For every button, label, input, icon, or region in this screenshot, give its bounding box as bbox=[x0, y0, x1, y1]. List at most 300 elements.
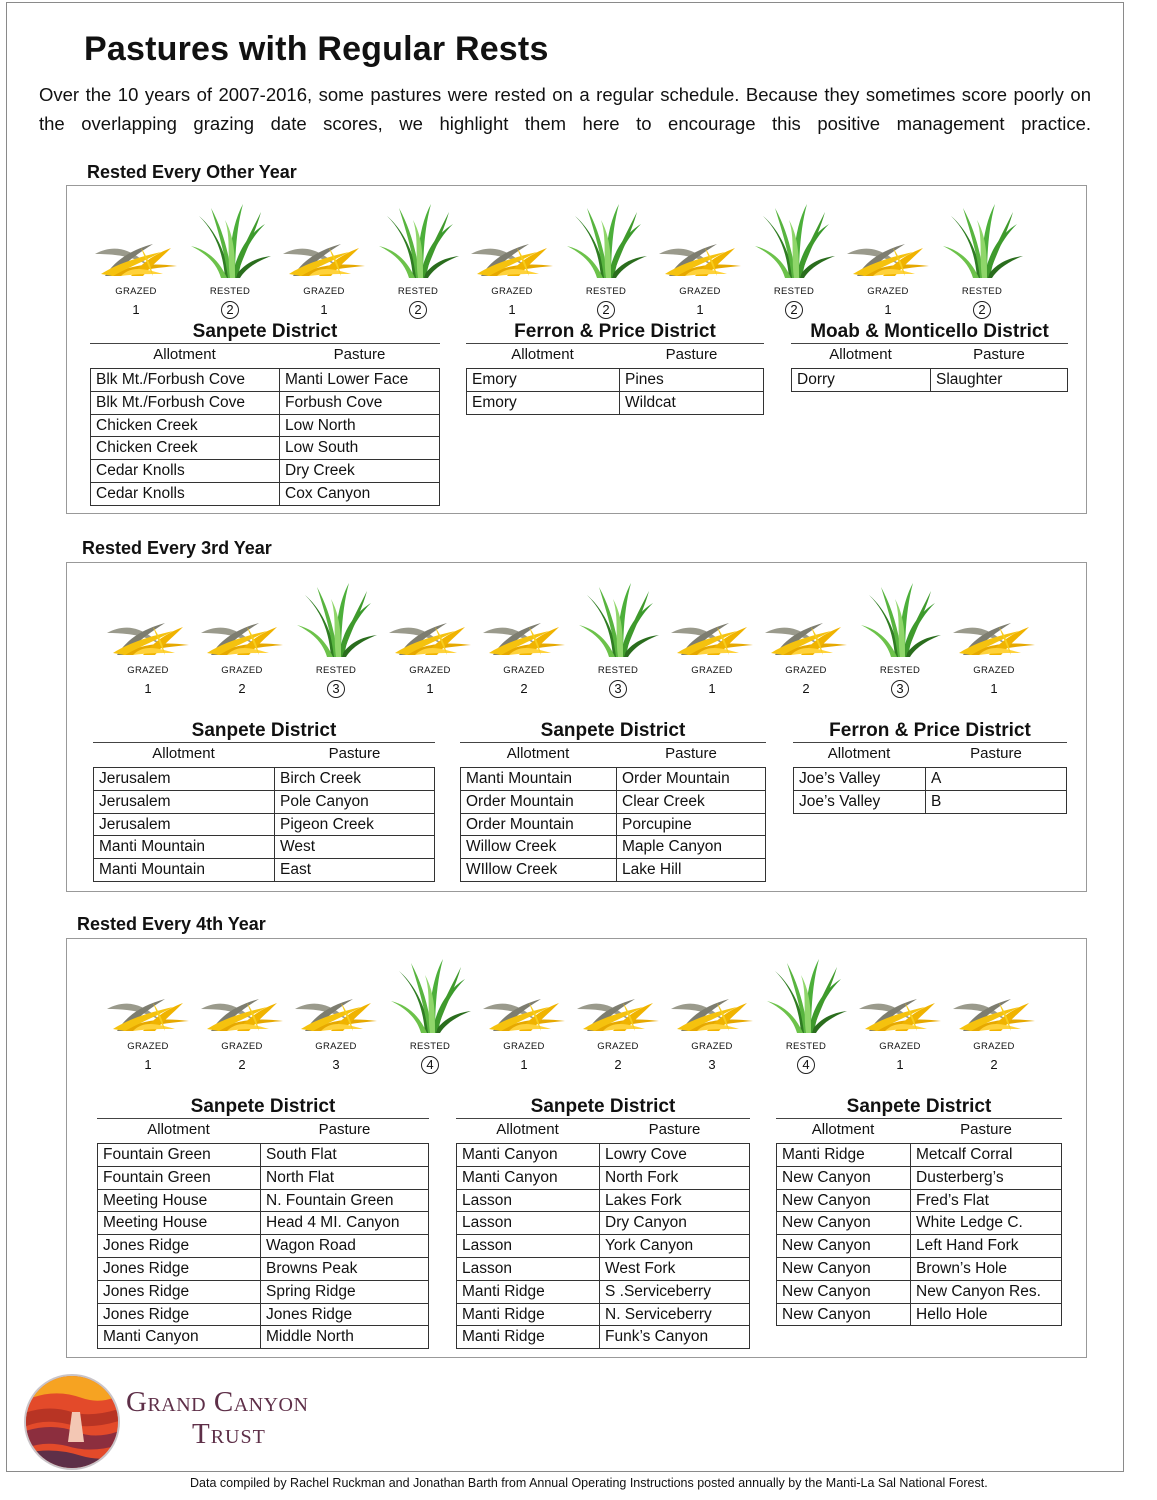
pasture-cell: Dry Creek bbox=[285, 462, 355, 480]
table-row bbox=[98, 1304, 428, 1327]
pasture-cell: Dry Canyon bbox=[605, 1214, 687, 1232]
grazed-year-cell bbox=[949, 585, 1039, 696]
year-number: 1 bbox=[320, 302, 328, 317]
allotment-cell: Dorry bbox=[792, 369, 931, 391]
table-row bbox=[91, 369, 439, 392]
grazed-year-cell bbox=[855, 961, 945, 1072]
allotment-cell: New Canyon bbox=[777, 1304, 911, 1326]
year-number: 1 bbox=[426, 681, 434, 696]
table-row bbox=[94, 836, 434, 859]
state-label: GRAZED bbox=[503, 1041, 545, 1052]
district-name: Sanpete District bbox=[460, 719, 766, 743]
pasture-cell: East bbox=[280, 861, 312, 879]
state-label: RESTED bbox=[315, 665, 357, 676]
allotment-cell: Emory bbox=[467, 392, 620, 414]
intro-paragraph: Over the 10 years of 2007-2016, some pastures were rested on a regular schedule. Because they sometimes score poorly on the overlapping grazing date scores, we highlight them here to encourage this positive management practice. bbox=[39, 84, 1091, 134]
pasture-cell: Spring Ridge bbox=[266, 1282, 356, 1300]
rested-year-cell bbox=[761, 961, 851, 1072]
table-row bbox=[457, 1190, 749, 1213]
green-grass-icon bbox=[761, 953, 851, 1035]
year-number: 3 bbox=[708, 1057, 716, 1072]
table-row bbox=[777, 1212, 1061, 1235]
rested-year-cell bbox=[749, 206, 839, 317]
header-allotment: Allotment bbox=[496, 1121, 559, 1138]
pasture-cell: Pole Canyon bbox=[280, 792, 369, 810]
district-table bbox=[460, 719, 766, 882]
allotment-cell: Emory bbox=[467, 369, 620, 391]
table-row bbox=[98, 1235, 428, 1258]
allotment-cell: Willow Creek bbox=[461, 836, 617, 858]
allotment-cell: Cedar Knolls bbox=[91, 483, 280, 505]
pasture-cell: South Flat bbox=[266, 1146, 337, 1163]
rest-year-number: 3 bbox=[291, 680, 381, 698]
state-label: GRAZED bbox=[503, 665, 545, 676]
rest-year-number: 3 bbox=[855, 680, 945, 698]
dry-grass-icon bbox=[655, 236, 745, 278]
allotment-cell: Jerusalem bbox=[94, 768, 275, 790]
state-label: GRAZED bbox=[691, 1041, 733, 1052]
grazing-sequence bbox=[67, 585, 1088, 696]
grazed-year-cell bbox=[279, 206, 369, 317]
page-title: Pastures with Regular Rests bbox=[84, 30, 549, 68]
table-row bbox=[777, 1167, 1061, 1190]
table-row bbox=[91, 437, 439, 460]
dry-grass-icon bbox=[843, 236, 933, 278]
header-pasture: Pasture bbox=[648, 1121, 701, 1138]
pasture-cell: Order Mountain bbox=[622, 770, 730, 787]
rest-year-number: 2 bbox=[937, 301, 1027, 319]
allotment-cell: Chicken Creek bbox=[91, 415, 280, 437]
header-pasture: Pasture bbox=[970, 745, 1022, 762]
grazed-year-cell bbox=[103, 585, 193, 696]
pasture-cell: N. Serviceberry bbox=[605, 1305, 712, 1323]
allotment-cell: Order Mountain bbox=[461, 814, 617, 836]
allotment-cell: Joe’s Valley bbox=[794, 791, 926, 813]
footer-note: Data compiled by Rachel Ruckman and Jonathan Barth from Annual Operating Instructions posted annually by the Manti-La Sal National Forest. bbox=[190, 1476, 988, 1490]
rest-year-number: 2 bbox=[561, 301, 651, 319]
dry-grass-icon bbox=[197, 991, 287, 1033]
rest-year-number: 3 bbox=[573, 680, 663, 698]
pasture-cell: Dusterberg’s bbox=[916, 1168, 1004, 1186]
district-table bbox=[776, 1095, 1062, 1326]
pasture-cell: Wildcat bbox=[625, 393, 676, 411]
allotment-cell: New Canyon bbox=[777, 1258, 911, 1280]
dry-grass-icon bbox=[761, 615, 851, 657]
table-row bbox=[461, 768, 765, 791]
state-label: GRAZED bbox=[973, 665, 1015, 676]
header-pasture: Pasture bbox=[973, 346, 1025, 363]
org-name-line2: Trust bbox=[192, 1418, 266, 1450]
rested-year-cell bbox=[291, 585, 381, 696]
table-row bbox=[457, 1144, 749, 1167]
pasture-cell: Pines bbox=[625, 371, 664, 388]
table-row bbox=[461, 791, 765, 814]
allotment-cell: WIllow Creek bbox=[461, 859, 617, 881]
year-number: 2 bbox=[990, 1057, 998, 1072]
allotment-cell: Manti Ridge bbox=[457, 1281, 600, 1303]
table-row bbox=[94, 814, 434, 837]
state-label: GRAZED bbox=[679, 286, 721, 297]
state-label: GRAZED bbox=[315, 1041, 357, 1052]
grazed-year-cell bbox=[949, 961, 1039, 1072]
table-row bbox=[98, 1144, 428, 1167]
section-every-other-year bbox=[66, 185, 1087, 514]
state-label: GRAZED bbox=[879, 1041, 921, 1052]
table-row bbox=[98, 1212, 428, 1235]
allotment-cell: Jones Ridge bbox=[98, 1235, 261, 1257]
state-label: RESTED bbox=[961, 286, 1003, 297]
district-table bbox=[791, 320, 1068, 392]
table-body bbox=[97, 1143, 429, 1349]
allotment-cell: Joe’s Valley bbox=[794, 768, 926, 790]
allotment-cell: Lasson bbox=[457, 1235, 600, 1257]
table-row bbox=[777, 1144, 1061, 1167]
district-table bbox=[93, 719, 435, 882]
table-header bbox=[93, 743, 435, 765]
allotment-cell: Fountain Green bbox=[98, 1167, 261, 1189]
canyon-logo-icon bbox=[22, 1372, 122, 1472]
org-name-line1: Grand Canyon bbox=[126, 1386, 309, 1418]
district-name: Sanpete District bbox=[90, 320, 440, 344]
year-number: 1 bbox=[884, 302, 892, 317]
table-row bbox=[98, 1326, 428, 1349]
year-number: 2 bbox=[520, 681, 528, 696]
pasture-cell: Brown’s Hole bbox=[916, 1259, 1008, 1277]
table-row bbox=[467, 369, 763, 392]
grazed-year-cell bbox=[667, 961, 757, 1072]
rested-year-cell bbox=[385, 961, 475, 1072]
year-number: 1 bbox=[990, 681, 998, 696]
allotment-cell: Manti Ridge bbox=[457, 1326, 600, 1348]
allotment-cell: Cedar Knolls bbox=[91, 460, 280, 482]
table-row bbox=[794, 791, 1066, 814]
allotment-cell: Order Mountain bbox=[461, 791, 617, 813]
district-name: Sanpete District bbox=[93, 719, 435, 743]
pasture-cell: North Fork bbox=[605, 1168, 679, 1186]
district-name: Moab & Monticello District bbox=[791, 320, 1068, 344]
header-allotment: Allotment bbox=[147, 1121, 210, 1138]
grazed-year-cell bbox=[197, 585, 287, 696]
year-number: 1 bbox=[144, 1057, 152, 1072]
pasture-cell: A bbox=[931, 770, 942, 787]
table-body bbox=[793, 767, 1067, 814]
district-table bbox=[466, 320, 764, 415]
allotment-cell: Jones Ridge bbox=[98, 1304, 261, 1326]
pasture-cell: Lowry Cove bbox=[605, 1146, 687, 1163]
pasture-cell: Clear Creek bbox=[622, 792, 705, 810]
header-pasture: Pasture bbox=[318, 1121, 371, 1138]
allotment-cell: Manti Canyon bbox=[457, 1167, 600, 1189]
allotment-cell: New Canyon bbox=[777, 1190, 911, 1212]
dry-grass-icon bbox=[467, 236, 557, 278]
dry-grass-icon bbox=[479, 991, 569, 1033]
allotment-cell: Blk Mt./Forbush Cove bbox=[91, 369, 280, 391]
green-grass-icon bbox=[291, 577, 381, 659]
table-row bbox=[98, 1167, 428, 1190]
rest-year-number: 4 bbox=[385, 1056, 475, 1074]
table-body bbox=[90, 368, 440, 506]
state-label: GRAZED bbox=[221, 1041, 263, 1052]
pasture-cell: Left Hand Fork bbox=[916, 1237, 1019, 1255]
pasture-cell: Lakes Fork bbox=[605, 1191, 682, 1209]
allotment-cell: Jerusalem bbox=[94, 814, 275, 836]
rested-year-cell bbox=[373, 206, 463, 317]
dry-grass-icon bbox=[573, 991, 663, 1033]
allotment-cell: Lasson bbox=[457, 1212, 600, 1234]
pasture-cell: Forbush Cove bbox=[285, 393, 383, 411]
dry-grass-icon bbox=[103, 615, 193, 657]
grazed-year-cell bbox=[573, 961, 663, 1072]
year-number: 1 bbox=[896, 1057, 904, 1072]
grazing-sequence bbox=[67, 206, 1088, 317]
allotment-cell: Lasson bbox=[457, 1258, 600, 1280]
allotment-cell: Manti Ridge bbox=[457, 1304, 600, 1326]
table-row bbox=[91, 460, 439, 483]
state-label: RESTED bbox=[879, 665, 921, 676]
header-pasture: Pasture bbox=[665, 745, 717, 762]
rest-year-number: 4 bbox=[761, 1056, 851, 1074]
grazed-year-cell bbox=[479, 961, 569, 1072]
year-number: 1 bbox=[144, 681, 152, 696]
allotment-cell: Chicken Creek bbox=[91, 437, 280, 459]
district-table bbox=[97, 1095, 429, 1349]
table-row bbox=[98, 1281, 428, 1304]
grazed-year-cell bbox=[467, 206, 557, 317]
table-header bbox=[456, 1119, 750, 1141]
district-table bbox=[90, 320, 440, 506]
grazed-year-cell bbox=[655, 206, 745, 317]
table-header bbox=[793, 743, 1067, 765]
grazed-year-cell bbox=[479, 585, 569, 696]
dry-grass-icon bbox=[667, 991, 757, 1033]
table-row bbox=[457, 1235, 749, 1258]
header-pasture: Pasture bbox=[328, 745, 381, 762]
header-allotment: Allotment bbox=[506, 745, 570, 762]
allotment-cell: Manti Mountain bbox=[94, 859, 275, 881]
header-pasture: Pasture bbox=[960, 1121, 1012, 1138]
table-row bbox=[461, 836, 765, 859]
table-header bbox=[460, 743, 766, 765]
pasture-cell: Low South bbox=[285, 439, 359, 457]
pasture-cell: Cox Canyon bbox=[285, 484, 371, 502]
table-row bbox=[794, 768, 1066, 791]
dry-grass-icon bbox=[291, 991, 381, 1033]
grazing-sequence bbox=[67, 961, 1088, 1072]
table-row bbox=[777, 1304, 1061, 1327]
table-row bbox=[467, 392, 763, 415]
section-every-4th-year bbox=[66, 938, 1087, 1358]
allotment-cell: Blk Mt./Forbush Cove bbox=[91, 392, 280, 414]
table-row bbox=[457, 1258, 749, 1281]
section-title-every-4th-year: Rested Every 4th Year bbox=[77, 914, 266, 934]
pasture-cell: Slaughter bbox=[936, 371, 1003, 388]
grazed-year-cell bbox=[761, 585, 851, 696]
grazed-year-cell bbox=[291, 961, 381, 1072]
district-name: Ferron & Price District bbox=[466, 320, 764, 344]
dry-grass-icon bbox=[855, 991, 945, 1033]
pasture-cell: North Flat bbox=[266, 1168, 335, 1186]
dry-grass-icon bbox=[667, 615, 757, 657]
state-label: RESTED bbox=[397, 286, 439, 297]
dry-grass-icon bbox=[279, 236, 369, 278]
table-row bbox=[777, 1258, 1061, 1281]
table-header bbox=[466, 344, 764, 366]
pasture-cell: Funk’s Canyon bbox=[605, 1328, 709, 1346]
section-title-every-3rd-year: Rested Every 3rd Year bbox=[82, 538, 272, 558]
table-body bbox=[93, 767, 435, 882]
state-label: GRAZED bbox=[785, 665, 827, 676]
state-label: GRAZED bbox=[409, 665, 451, 676]
grazed-year-cell bbox=[667, 585, 757, 696]
table-header bbox=[791, 344, 1068, 366]
table-row bbox=[457, 1326, 749, 1349]
pasture-cell: Jones Ridge bbox=[266, 1305, 353, 1323]
district-table bbox=[793, 719, 1067, 814]
year-number: 2 bbox=[802, 681, 810, 696]
grazed-year-cell bbox=[385, 585, 475, 696]
state-label: GRAZED bbox=[127, 665, 169, 676]
pasture-cell: York Canyon bbox=[605, 1237, 694, 1255]
year-number: 2 bbox=[238, 1057, 246, 1072]
dry-grass-icon bbox=[949, 615, 1039, 657]
pasture-cell: New Canyon Res. bbox=[916, 1282, 1041, 1300]
table-row bbox=[777, 1235, 1061, 1258]
dry-grass-icon bbox=[91, 236, 181, 278]
allotment-cell: New Canyon bbox=[777, 1281, 911, 1303]
table-row bbox=[457, 1281, 749, 1304]
state-label: RESTED bbox=[785, 1041, 827, 1052]
table-row bbox=[457, 1167, 749, 1190]
table-row bbox=[777, 1281, 1061, 1304]
allotment-cell: New Canyon bbox=[777, 1167, 911, 1189]
pasture-cell: Metcalf Corral bbox=[916, 1146, 1013, 1163]
allotment-cell: Manti Mountain bbox=[94, 836, 275, 858]
grazed-year-cell bbox=[843, 206, 933, 317]
year-number: 2 bbox=[614, 1057, 622, 1072]
state-label: RESTED bbox=[597, 665, 639, 676]
state-label: GRAZED bbox=[691, 665, 733, 676]
allotment-cell: Manti Ridge bbox=[777, 1144, 911, 1166]
district-table bbox=[456, 1095, 750, 1349]
dry-grass-icon bbox=[385, 615, 475, 657]
table-row bbox=[98, 1190, 428, 1213]
year-number: 1 bbox=[132, 302, 140, 317]
rested-year-cell bbox=[573, 585, 663, 696]
table-header bbox=[776, 1119, 1062, 1141]
rest-year-number: 2 bbox=[185, 301, 275, 319]
year-number: 3 bbox=[332, 1057, 340, 1072]
pasture-cell: West bbox=[280, 838, 316, 856]
year-number: 1 bbox=[708, 681, 716, 696]
pasture-cell: Birch Creek bbox=[280, 770, 361, 787]
table-body bbox=[776, 1143, 1062, 1326]
pasture-cell: Fred’s Flat bbox=[916, 1191, 989, 1209]
pasture-cell: West Fork bbox=[605, 1259, 676, 1277]
pasture-cell: Porcupine bbox=[622, 815, 692, 833]
allotment-cell: Manti Canyon bbox=[98, 1326, 261, 1348]
green-grass-icon bbox=[373, 198, 463, 280]
green-grass-icon bbox=[561, 198, 651, 280]
grazed-year-cell bbox=[197, 961, 287, 1072]
green-grass-icon bbox=[573, 577, 663, 659]
green-grass-icon bbox=[937, 198, 1027, 280]
table-row bbox=[457, 1304, 749, 1327]
district-name: Sanpete District bbox=[456, 1095, 750, 1119]
rest-year-number: 2 bbox=[373, 301, 463, 319]
table-row bbox=[91, 483, 439, 506]
header-allotment: Allotment bbox=[827, 745, 891, 762]
table-body bbox=[466, 368, 764, 415]
section-title-every-other-year: Rested Every Other Year bbox=[87, 162, 297, 182]
rested-year-cell bbox=[561, 206, 651, 317]
district-name: Ferron & Price District bbox=[793, 719, 1067, 743]
header-pasture: Pasture bbox=[665, 346, 718, 363]
state-label: GRAZED bbox=[973, 1041, 1015, 1052]
pasture-cell: Lake Hill bbox=[622, 861, 682, 879]
green-grass-icon bbox=[385, 953, 475, 1035]
pasture-cell: Manti Lower Face bbox=[285, 371, 409, 388]
green-grass-icon bbox=[185, 198, 275, 280]
state-label: GRAZED bbox=[127, 1041, 169, 1052]
rested-year-cell bbox=[185, 206, 275, 317]
green-grass-icon bbox=[855, 577, 945, 659]
pasture-cell: Low North bbox=[285, 416, 356, 434]
green-grass-icon bbox=[749, 198, 839, 280]
table-row bbox=[461, 859, 765, 882]
dry-grass-icon bbox=[949, 991, 1039, 1033]
dry-grass-icon bbox=[103, 991, 193, 1033]
table-row bbox=[98, 1258, 428, 1281]
pasture-cell: Hello Hole bbox=[916, 1305, 988, 1323]
state-label: RESTED bbox=[585, 286, 627, 297]
allotment-cell: Fountain Green bbox=[98, 1144, 261, 1166]
table-row bbox=[94, 859, 434, 882]
state-label: GRAZED bbox=[491, 286, 533, 297]
pasture-cell: Pigeon Creek bbox=[280, 815, 374, 833]
rested-year-cell bbox=[937, 206, 1027, 317]
state-label: GRAZED bbox=[221, 665, 263, 676]
state-label: GRAZED bbox=[303, 286, 345, 297]
pasture-cell: Middle North bbox=[266, 1328, 354, 1346]
table-row bbox=[94, 791, 434, 814]
table-body bbox=[460, 767, 766, 882]
allotment-cell: Jerusalem bbox=[94, 791, 275, 813]
allotment-cell: Lasson bbox=[457, 1190, 600, 1212]
rested-year-cell bbox=[855, 585, 945, 696]
header-allotment: Allotment bbox=[811, 1121, 875, 1138]
allotment-cell: Meeting House bbox=[98, 1190, 261, 1212]
header-allotment: Allotment bbox=[829, 346, 892, 363]
header-pasture: Pasture bbox=[333, 346, 386, 363]
state-label: RESTED bbox=[773, 286, 815, 297]
pasture-cell: S .Serviceberry bbox=[605, 1282, 711, 1300]
header-allotment: Allotment bbox=[153, 346, 216, 363]
allotment-cell: Meeting House bbox=[98, 1212, 261, 1234]
pasture-cell: White Ledge C. bbox=[916, 1214, 1023, 1232]
allotment-cell: Manti Mountain bbox=[461, 768, 617, 790]
year-number: 1 bbox=[508, 302, 516, 317]
table-row bbox=[792, 369, 1067, 392]
state-label: GRAZED bbox=[115, 286, 157, 297]
dry-grass-icon bbox=[197, 615, 287, 657]
table-row bbox=[461, 814, 765, 837]
allotment-cell: Jones Ridge bbox=[98, 1258, 261, 1280]
year-number: 2 bbox=[238, 681, 246, 696]
allotment-cell: Jones Ridge bbox=[98, 1281, 261, 1303]
pasture-cell: Maple Canyon bbox=[622, 838, 722, 856]
pasture-cell: N. Fountain Green bbox=[266, 1191, 394, 1209]
table-body bbox=[456, 1143, 750, 1349]
